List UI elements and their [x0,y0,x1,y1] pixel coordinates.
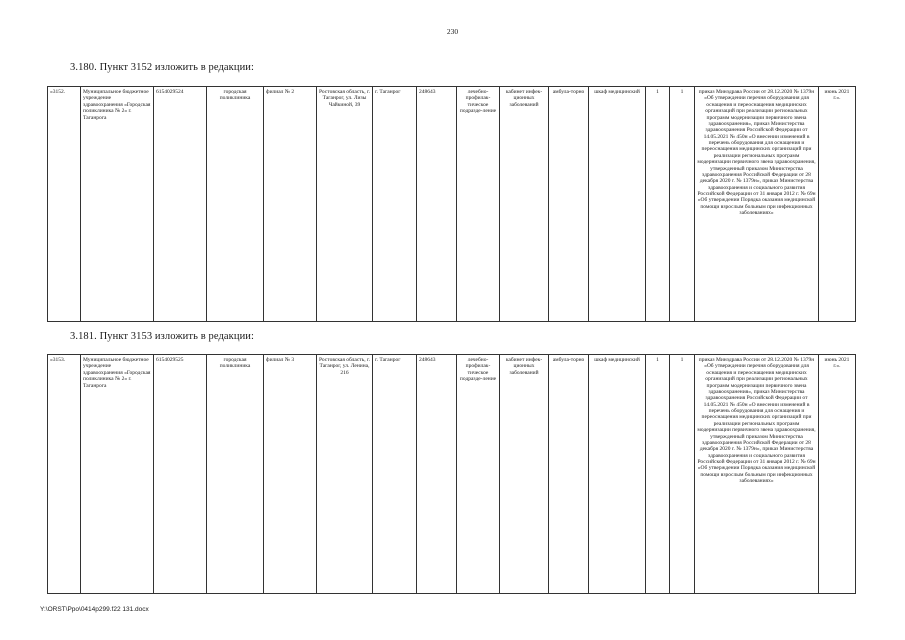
cell-date: июнь 2021 г.». [819,87,856,322]
cell-equipment: шкаф медицинский [589,87,646,322]
cell-qty2: 1 [670,355,695,594]
cell-num: «3153. [48,355,81,594]
cell-inn: 6154029524 [154,87,207,322]
section-heading: 3.181. Пункт 3153 изложить в редакции: [70,331,255,342]
cell-room: кабинет инфек-ционных заболеваний [500,87,549,322]
cell-date: июнь 2021 г.». [819,355,856,594]
cell-org: Муниципальное бюджетное учреждение здравоохранения «Городская поликлиника № 2» г. Таганрога [81,87,154,322]
cell-address: Ростовская область, г. Таганрог, ул. Ленина, 216 [317,355,373,594]
cell-code: 248643 [417,355,457,594]
cell-branch: филиал № 3 [264,355,317,594]
cell-room: кабинет инфек-ционных заболеваний [500,355,549,594]
cell-qty1: 1 [646,87,670,322]
table-row [48,355,856,594]
cell-dept: лечебно-профилак-тическое подразде-ление [457,355,500,594]
cell-city: г. Таганрог [373,87,417,322]
cell-city: г. Таганрог [373,355,417,594]
cell-org: Муниципальное бюджетное учреждение здравоохранения «Городская поликлиника № 2» г. Таганрога [81,355,154,594]
cell-qty1: 1 [646,355,670,594]
cell-qty2: 1 [670,87,695,322]
cell-basis: приказ Минздрава России от 28.12.2020 № 1379н «Об утверждении перечня оборудования для оснащения и переоснащения медицинских организаций при реализации региональных программ модернизации первичного звена здравоохранения», приказ Министерства здравоохранения Российской Федерации от 14.05.2021 № 450н «О внесении изменений в перечень оборудования для оснащения и переоснащения медицинских организаций при реализации региональных программ модернизации первичного звена здравоохранения, утвержденный приказом Министерства здравоохранения Российской Федерации от 28 декабря 2020 г. № 1379н», приказ Министерства здравоохранения и социального развития Российской Федерации от 31 января 2012 г. № 69н «Об утверждении Порядка оказания медицинской помощи взрослым больным при инфекционных заболеваниях» [695,355,819,594]
register-table [47,354,856,594]
section-heading: 3.180. Пункт 3152 изложить в редакции: [70,62,255,73]
cell-address: Ростовская область, г. Таганрог, ул. Лизы Чайкиной, 39 [317,87,373,322]
cell-mode: амбула-торно [549,355,589,594]
register-table [47,86,856,322]
cell-basis: приказ Минздрава России от 28.12.2020 № 1379н «Об утверждении перечня оборудования для оснащения и переоснащения медицинских организаций при реализации региональных программ модернизации первичного звена здравоохранения», приказ Министерства здравоохранения Российской Федерации от 14.05.2021 № 450н «О внесении изменений в перечень оборудования для оснащения и переоснащения медицинских организаций при реализации региональных программ модернизации первичного звена здравоохранения, утвержденный приказом Министерства здравоохранения Российской Федерации от 28 декабря 2020 г. № 1379н», приказ Министерства здравоохранения и социального развития Российской Федерации от 31 января 2012 г. № 69н «Об утверждении Порядка оказания медицинской помощи взрослым больным при инфекционных заболеваниях» [695,87,819,322]
table-row [48,87,856,322]
cell-type: городская поликлиника [207,355,264,594]
footer-file-path: Y:\ORST\Ppo\0414p299.f22 131.docx [40,606,149,613]
page-number: 230 [446,27,459,36]
cell-dept: лечебно-профилак-тическое подразде-ление [457,87,500,322]
cell-code: 248643 [417,87,457,322]
cell-type: городская поликлиника [207,87,264,322]
cell-mode: амбула-торно [549,87,589,322]
cell-branch: филиал № 2 [264,87,317,322]
cell-num: «3152. [48,87,81,322]
cell-equipment: шкаф медицинский [589,355,646,594]
cell-inn: 6154029525 [154,355,207,594]
